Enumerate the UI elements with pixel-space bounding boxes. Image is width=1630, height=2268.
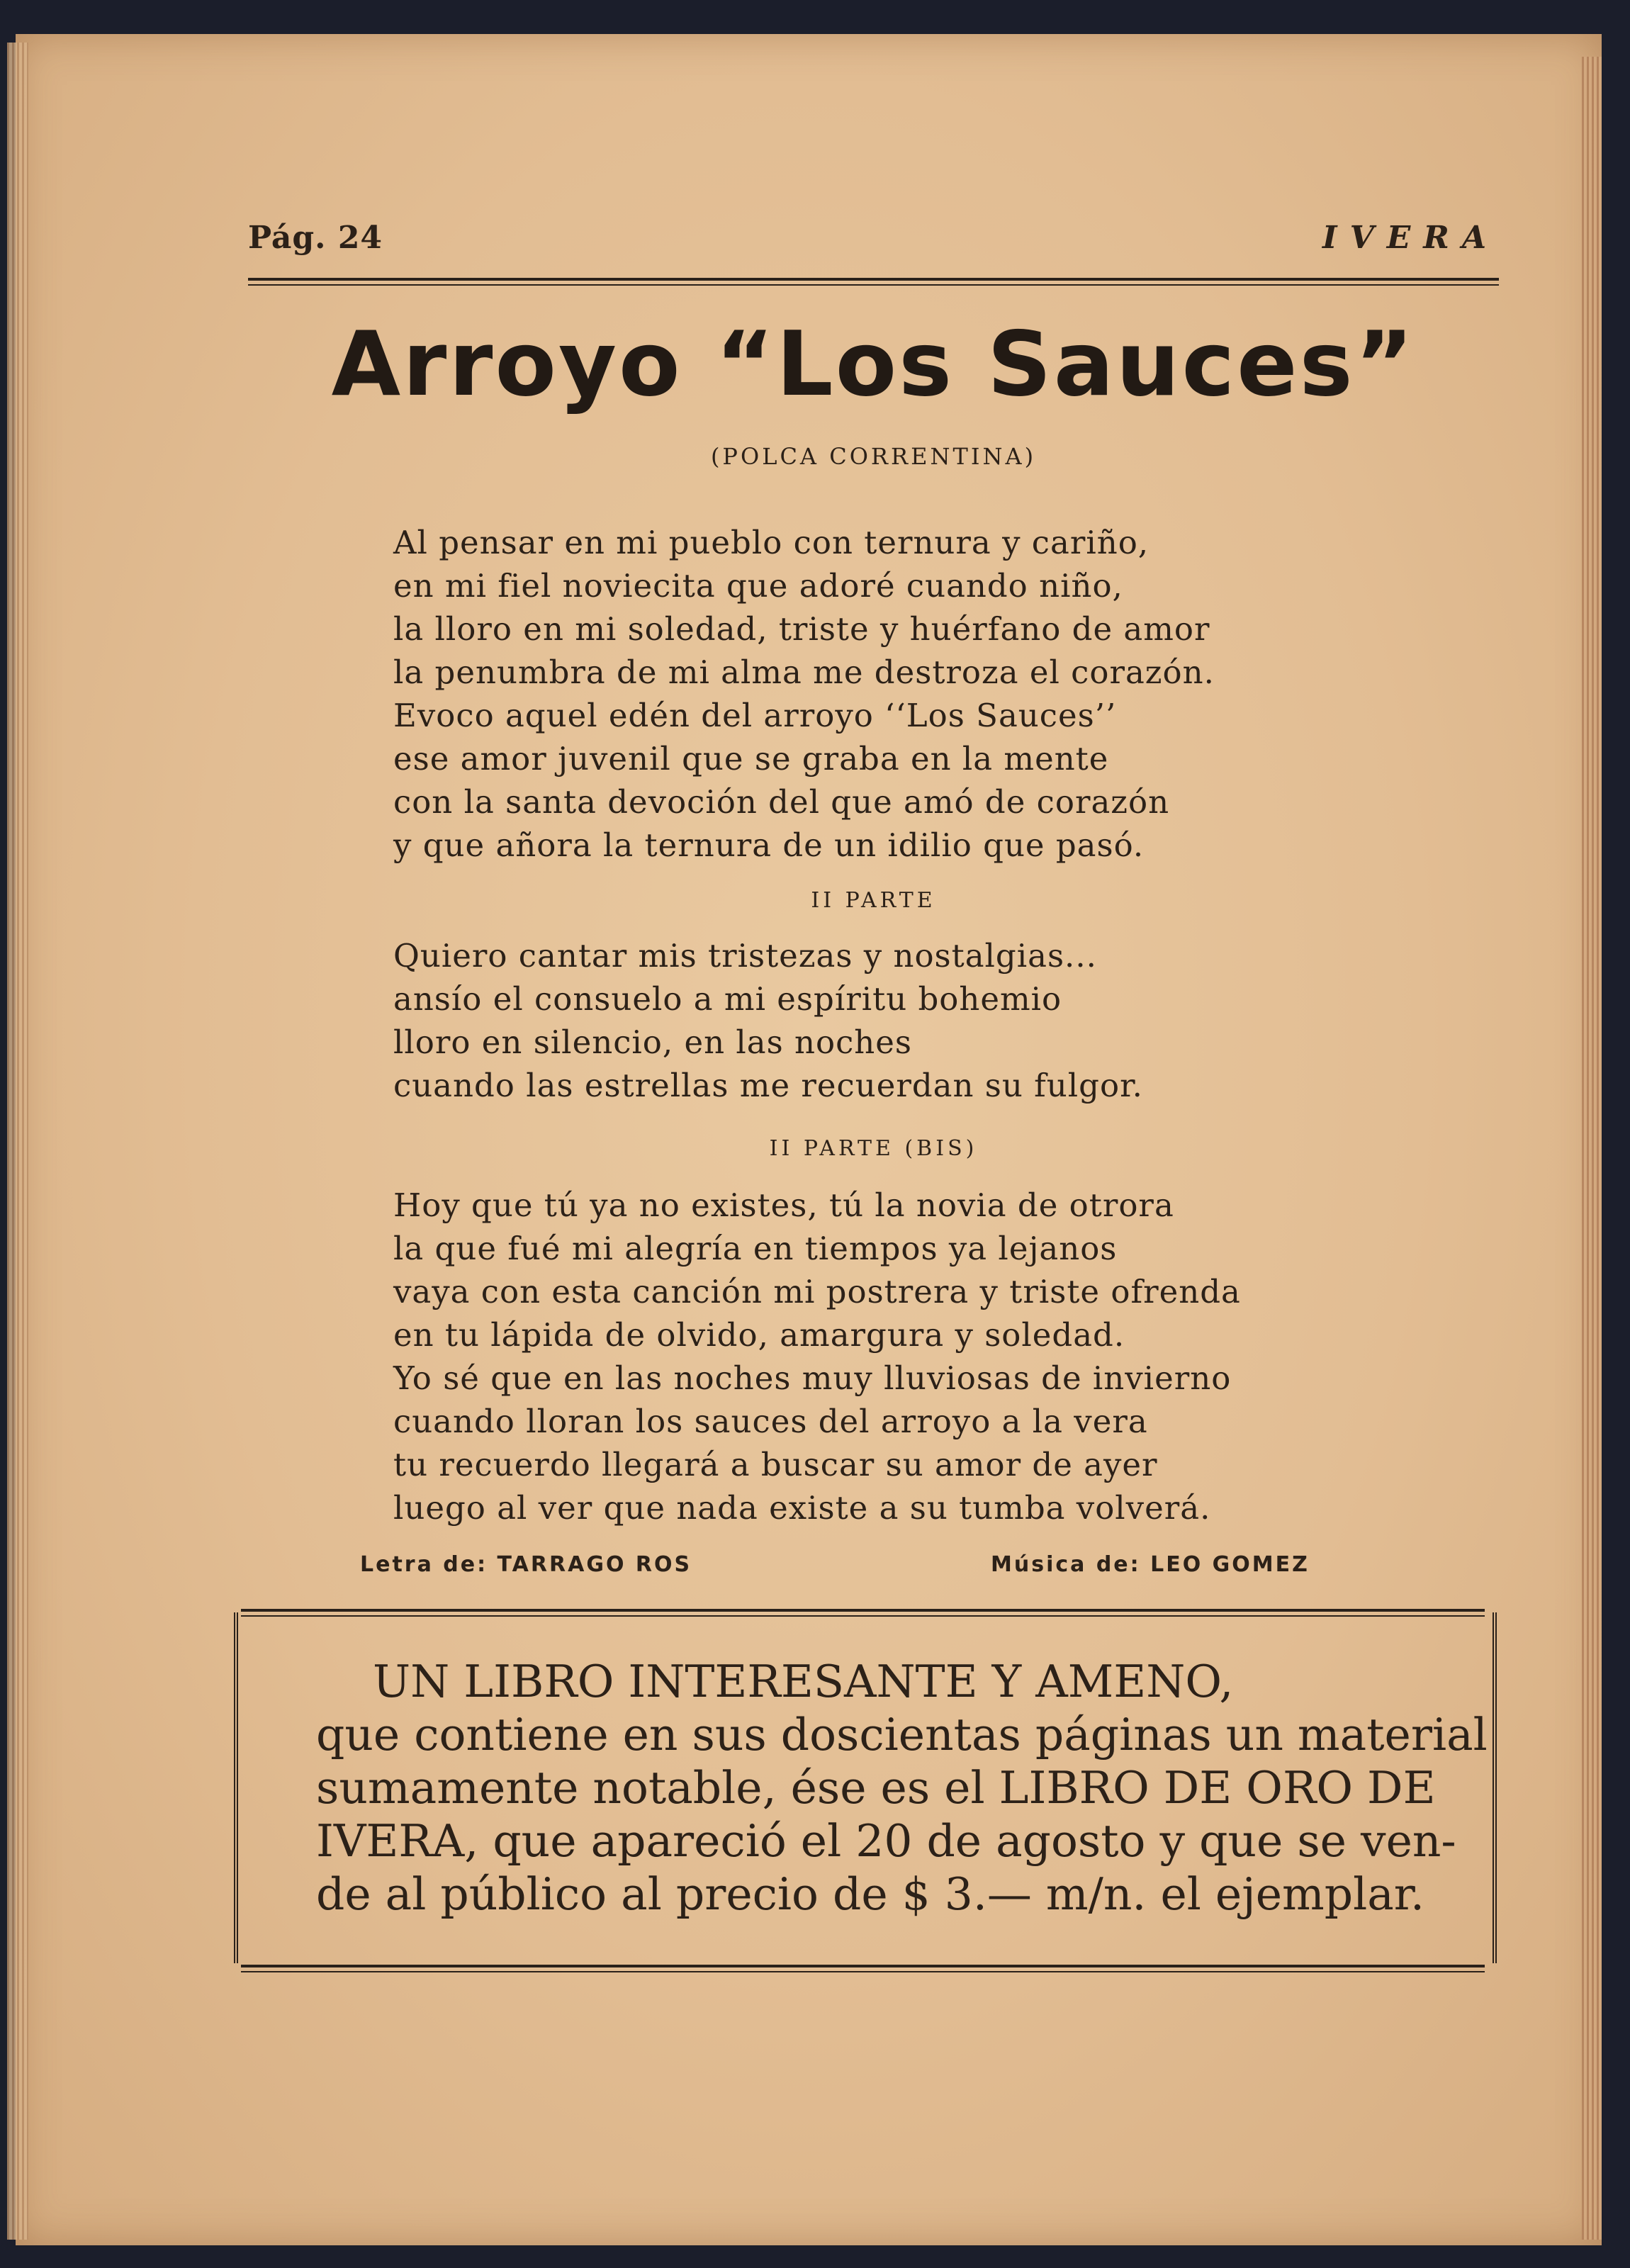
verse-line: Hoy que tú ya no existes, tú la novia de otrora (393, 1186, 1174, 1224)
advertisement-box (234, 1612, 1497, 1963)
verse-line: con la santa devoción del que amó de corazón (393, 783, 1170, 821)
verse-line: lloro en silencio, en las noches (393, 1023, 913, 1061)
advertisement-text (316, 1655, 1488, 1921)
verse-line: cuando lloran los sauces del arroyo a la vera (393, 1403, 1148, 1440)
verse-line: luego al ver que nada existe a su tumba volverá. (393, 1489, 1211, 1527)
verse-line: Yo sé que en las noches muy lluviosas de invierno (393, 1359, 1232, 1397)
section-label-2: II PARTE (811, 888, 936, 913)
verse-line: la que fué mi alegría en tiempos ya lejanos (393, 1230, 1118, 1267)
stanza-2 (393, 934, 1143, 1107)
section-label-3: II PARTE (BIS) (769, 1136, 978, 1161)
song-title: Arroyo “Los Sauces” (331, 312, 1416, 416)
ad-line: IVERA, que apareció el 20 de agosto y que se ven- (316, 1815, 1456, 1867)
ad-line: UN LIBRO INTERESANTE Y AMENO, (373, 1656, 1234, 1707)
verse-line: Evoco aquel edén del arroyo ‘‘Los Sauces’’ (393, 697, 1117, 734)
verse-line: Al pensar en mi pueblo con ternura y cariño, (393, 524, 1150, 561)
verse-line: Quiero cantar mis tristezas y nostalgias... (393, 937, 1097, 975)
page-header (248, 220, 1499, 262)
magazine-name: IVERA (1322, 220, 1499, 256)
verse-line: cuando las estrellas me recuerdan su fulgor. (393, 1067, 1143, 1104)
ad-line: de al público al precio de $ 3.— m/n. el ejemplar. (316, 1868, 1425, 1920)
ad-line: que contiene en sus doscientas páginas un material (316, 1709, 1488, 1761)
song-subtitle: (POLCA CORRENTINA) (710, 443, 1037, 470)
verse-line: en tu lápida de olvido, amargura y soledad. (393, 1316, 1125, 1354)
verse-line: la lloro en mi soledad, triste y huérfano de amor (393, 610, 1210, 648)
verse-line: tu recuerdo llegará a buscar su amor de ayer (393, 1446, 1158, 1483)
verse-line: y que añora la ternura de un idilio que pasó. (393, 826, 1145, 864)
stanza-1 (393, 521, 1215, 867)
verse-line: en mi fiel noviecita que adoré cuando niño, (393, 567, 1123, 605)
page-number: Pág. 24 (248, 220, 383, 256)
ad-bottom-rule (241, 1965, 1485, 1972)
verse-line: vaya con esta canción mi postrera y triste ofrenda (393, 1273, 1241, 1310)
page-edges-right (1582, 57, 1602, 2240)
stanza-3 (393, 1184, 1241, 1529)
verse-line: la penumbra de mi alma me destroza el corazón. (393, 653, 1215, 691)
ad-line: sumamente notable, ése es el LIBRO DE ORO DE (316, 1762, 1436, 1814)
verse-line: ese amor juvenil que se graba en la mente (393, 740, 1109, 777)
header-rule (248, 278, 1499, 286)
page-edges-left (7, 43, 28, 2240)
lyrics-credit: Letra de: TARRAGO ROS (360, 1552, 692, 1577)
music-credit: Música de: LEO GOMEZ (991, 1552, 1310, 1577)
verse-line: ansío el consuelo a mi espíritu bohemio (393, 980, 1062, 1018)
